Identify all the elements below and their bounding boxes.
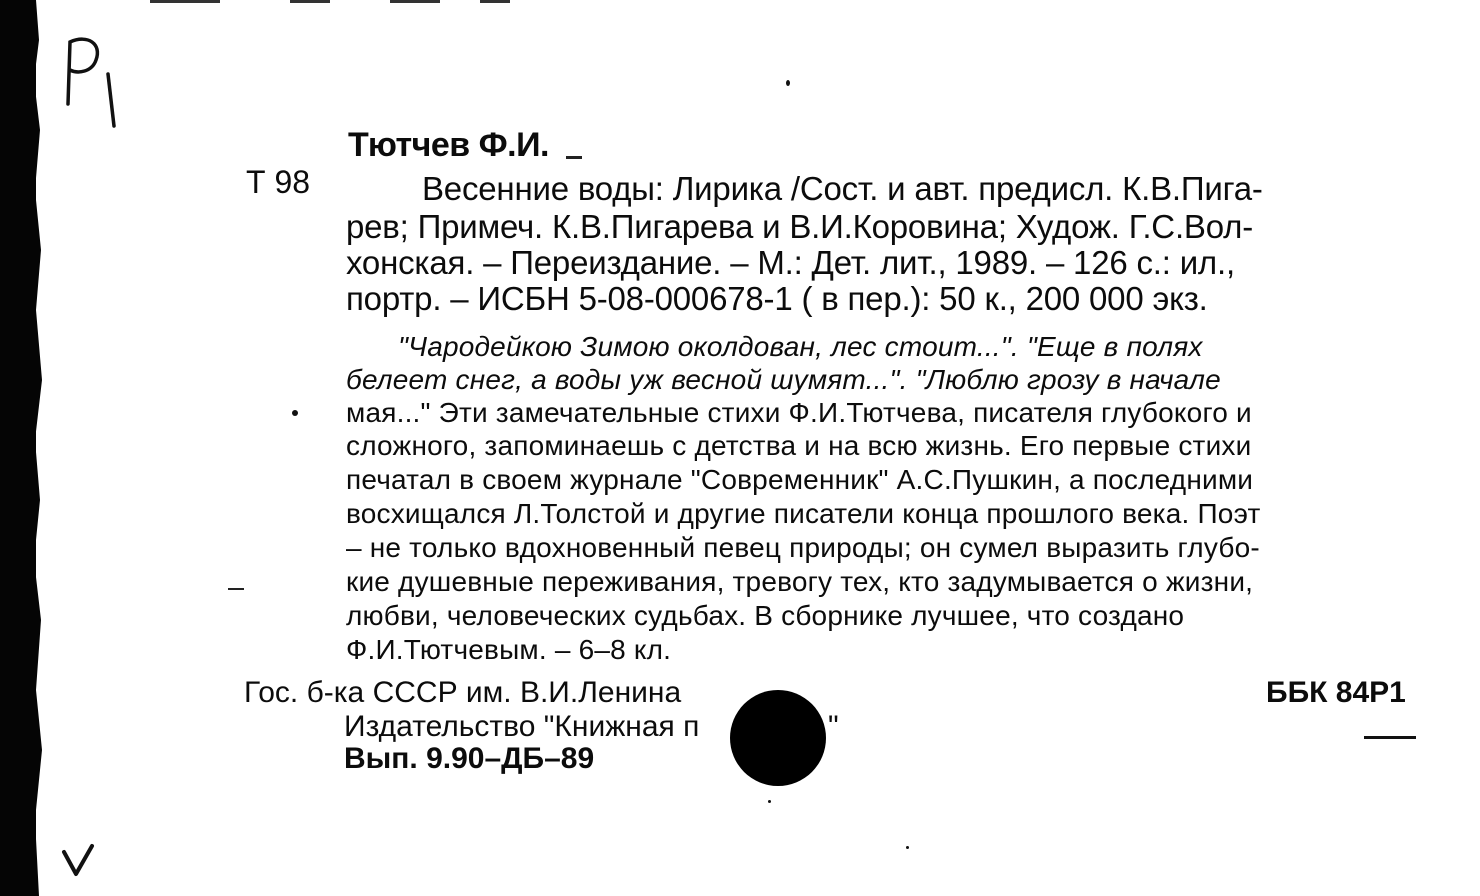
annotation-line-1: "Чародейкою Зимою околдован, лес стоит...". "Еще в полях: [398, 331, 1203, 362]
annotation-line-10: Ф.И.Тютчевым. – 6–8 кл.: [346, 634, 672, 665]
bib-line-1: Весенние воды: Лирика /Сост. и авт. предисл. К.В.Пига-: [422, 170, 1263, 207]
annotation-line-7: – не только вдохновенный певец природы; он сумел выразить глубо-: [346, 532, 1260, 563]
publisher-quote-tail: ": [828, 710, 839, 743]
annotation-line-5: печатал в своем журнале "Современник" А.С.Пушкин, а последними: [346, 464, 1254, 495]
bib-line-4: портр. – ИСБН 5-08-000678-1 ( в пер.): 50 к., 200 000 экз.: [346, 280, 1208, 317]
scan-ragged-edge: [30, 0, 44, 896]
scan-top-marks: [140, 0, 540, 6]
annotation-line-2: белеет снег, а воды уж весной шумят...". "Люблю грозу в начале: [346, 364, 1221, 395]
annotation-line-8: кие душевные переживания, тревогу тех, кто задумывается о жизни,: [346, 566, 1254, 597]
margin-dot: [292, 410, 298, 416]
bib-line-2: рев; Примеч. К.В.Пигарева и В.И.Коровина; Худож. Г.С.Вол-: [346, 208, 1253, 245]
margin-dash: [228, 588, 244, 590]
ink-blot: [730, 690, 826, 786]
issue-number: Вып. 9.90–ДБ–89: [344, 742, 595, 775]
annotation-line-3: мая..." Эти замечательные стихи Ф.И.Тютчева, писателя глубокого и: [346, 397, 1252, 428]
shelf-mark: Т 98: [246, 164, 311, 200]
handwritten-check-mark: [60, 842, 96, 878]
bib-line-3: хонская. – Переиздание. – М.: Дет. лит., 1989. – 126 с.: ил.,: [346, 244, 1235, 281]
speck: [786, 80, 790, 86]
speck: [768, 800, 771, 803]
library-name: Гос. б-ка СССР им. В.И.Ленина: [244, 676, 682, 709]
bbk-code: ББК 84Р1: [1266, 676, 1406, 709]
bbk-underline: [1364, 736, 1416, 739]
publisher-name: Издательство "Книжная п: [344, 710, 700, 743]
author-heading: Тютчев Ф.И.: [348, 126, 550, 164]
handwritten-margin-note: [58, 34, 128, 130]
annotation-line-4: сложного, запоминаешь с детства и на всю жизнь. Его первые стихи: [346, 430, 1252, 461]
speck: [906, 846, 909, 849]
annotation-line-6: восхищался Л.Толстой и другие писатели конца прошлого века. Поэт: [346, 498, 1261, 529]
author-dash: [566, 156, 582, 159]
annotation-line-9: любви, человеческих судьбах. В сборнике лучшее, что создано: [346, 600, 1185, 631]
